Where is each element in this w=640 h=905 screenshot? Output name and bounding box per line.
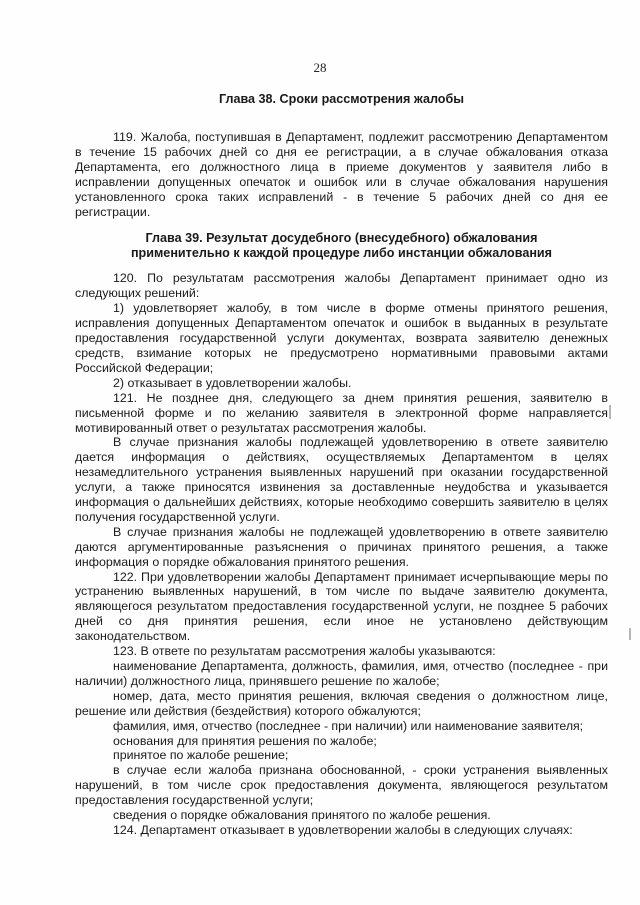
paragraph-121-rejected: В случае признания жалобы не подлежащей удовлетворению в ответе заявителю даются аргументированные разъяснения о причинах принятого решения, а также информация о порядке обжалования принятого решения.: [75, 524, 608, 569]
paragraph-120: 120. По результатам рассмотрения жалобы Департамент принимает одно из следующих решений:: [75, 271, 608, 301]
paragraph-123-item-decision: принятое по жалобе решение;: [113, 748, 289, 763]
paragraph-123-item-deadlines: в случае если жалоба признана обоснованной, - сроки устранения выявленных нарушений, в том числе срок предоставления документа, являющегося результатом предоставления государственной услуги;: [75, 763, 608, 808]
paragraph-123-item-department: наименование Департамента, должность, фамилия, имя, отчество (последнее - при наличии) должностного лица, принявшего решение по жалобе;: [75, 659, 608, 688]
paragraph-120-item-2: 2) отказывает в удовлетворении жалобы.: [113, 375, 352, 390]
paragraph-123-item-decision-number: номер, дата, место принятия решения, включая сведения о должностном лице, решение или действия (бездействия) которого обжалуются;: [75, 688, 608, 718]
paragraph-123-item-grounds: основания для принятия решения по жалобе;: [113, 733, 377, 748]
paragraph-119: 119. Жалоба, поступившая в Департамент, подлежит рассмотрению Департаментом в течение 15 рабочих дней со дня ее регистрации, а в случае обжалования отказа Департамента, его должностного лица в приеме документов у заявителя либо в исправлении допущенных опечаток и ошибок или в случае обжалования нарушения установленного срока таких исправлений - в течение 5 рабочих дней со дня ее регистрации.: [75, 130, 608, 219]
document-body: [75, 92, 608, 838]
paragraph-121-satisfied: В случае признания жалобы подлежащей удовлетворению в ответе заявителю дается информация о действиях, осуществляемых Департаментом в целях незамедлительного устранения выявленных нарушений при оказании государственной услуги, а также приносятся извинения за доставленные неудобства и указывается информация о дальнейших действиях, которые необходимо совершить заявителю в целях получения государственной услуги.: [75, 435, 608, 524]
scan-artifact-mark: [629, 628, 631, 640]
paragraph-123-item-appeal-procedure: сведения о порядке обжалования принятого по жалобе решения.: [113, 808, 491, 823]
paragraph-121: 121. Не позднее дня, следующего за днем принятия решения, заявителю в письменной форме и по желанию заявителя в электронной форме направляется мотивированный ответ о результатах рассмотрения жалобы.: [75, 390, 608, 435]
chapter-39-title: [75, 231, 608, 261]
chapter-39-title-line-2: применительно к каждой процедуре либо инстанции обжалования: [130, 246, 553, 261]
scan-artifact-mark: [609, 405, 611, 419]
paragraph-123: 123. В ответе по результатам рассмотрения жалобы указываются:: [113, 644, 496, 659]
page-number: 28: [313, 60, 327, 75]
paragraph-122: 122. При удовлетворении жалобы Департамент принимает исчерпывающие меры по устранению выявленных нарушений, в том числе по выдаче заявителю документа, являющегося результатом предоставления государственной услуги, не позднее 5 рабочих дней со дня принятия решения, если иное не установлено действующим законодательством.: [75, 569, 608, 644]
paragraph-123-item-applicant-name: фамилия, имя, отчество (последнее - при наличии) или наименование заявителя;: [113, 718, 584, 733]
chapter-39-title-line-1: Глава 39. Результат досудебного (внесудебного) обжалования: [145, 231, 538, 246]
chapter-38-title: Глава 38. Сроки рассмотрения жалобы: [218, 92, 465, 106]
paragraph-124: 124. Департамент отказывает в удовлетворении жалобы в следующих случаях:: [113, 822, 573, 837]
paragraph-120-item-1: 1) удовлетворяет жалобу, в том числе в форме отмены принятого решения, исправления допущенных Департаментом опечаток и ошибок в выданных в результате предоставления государственной услуги документах, возврата заявителю денежных средств, взимание которых не предусмотрено нормативными правовыми актами Российской Федерации;: [75, 301, 608, 375]
